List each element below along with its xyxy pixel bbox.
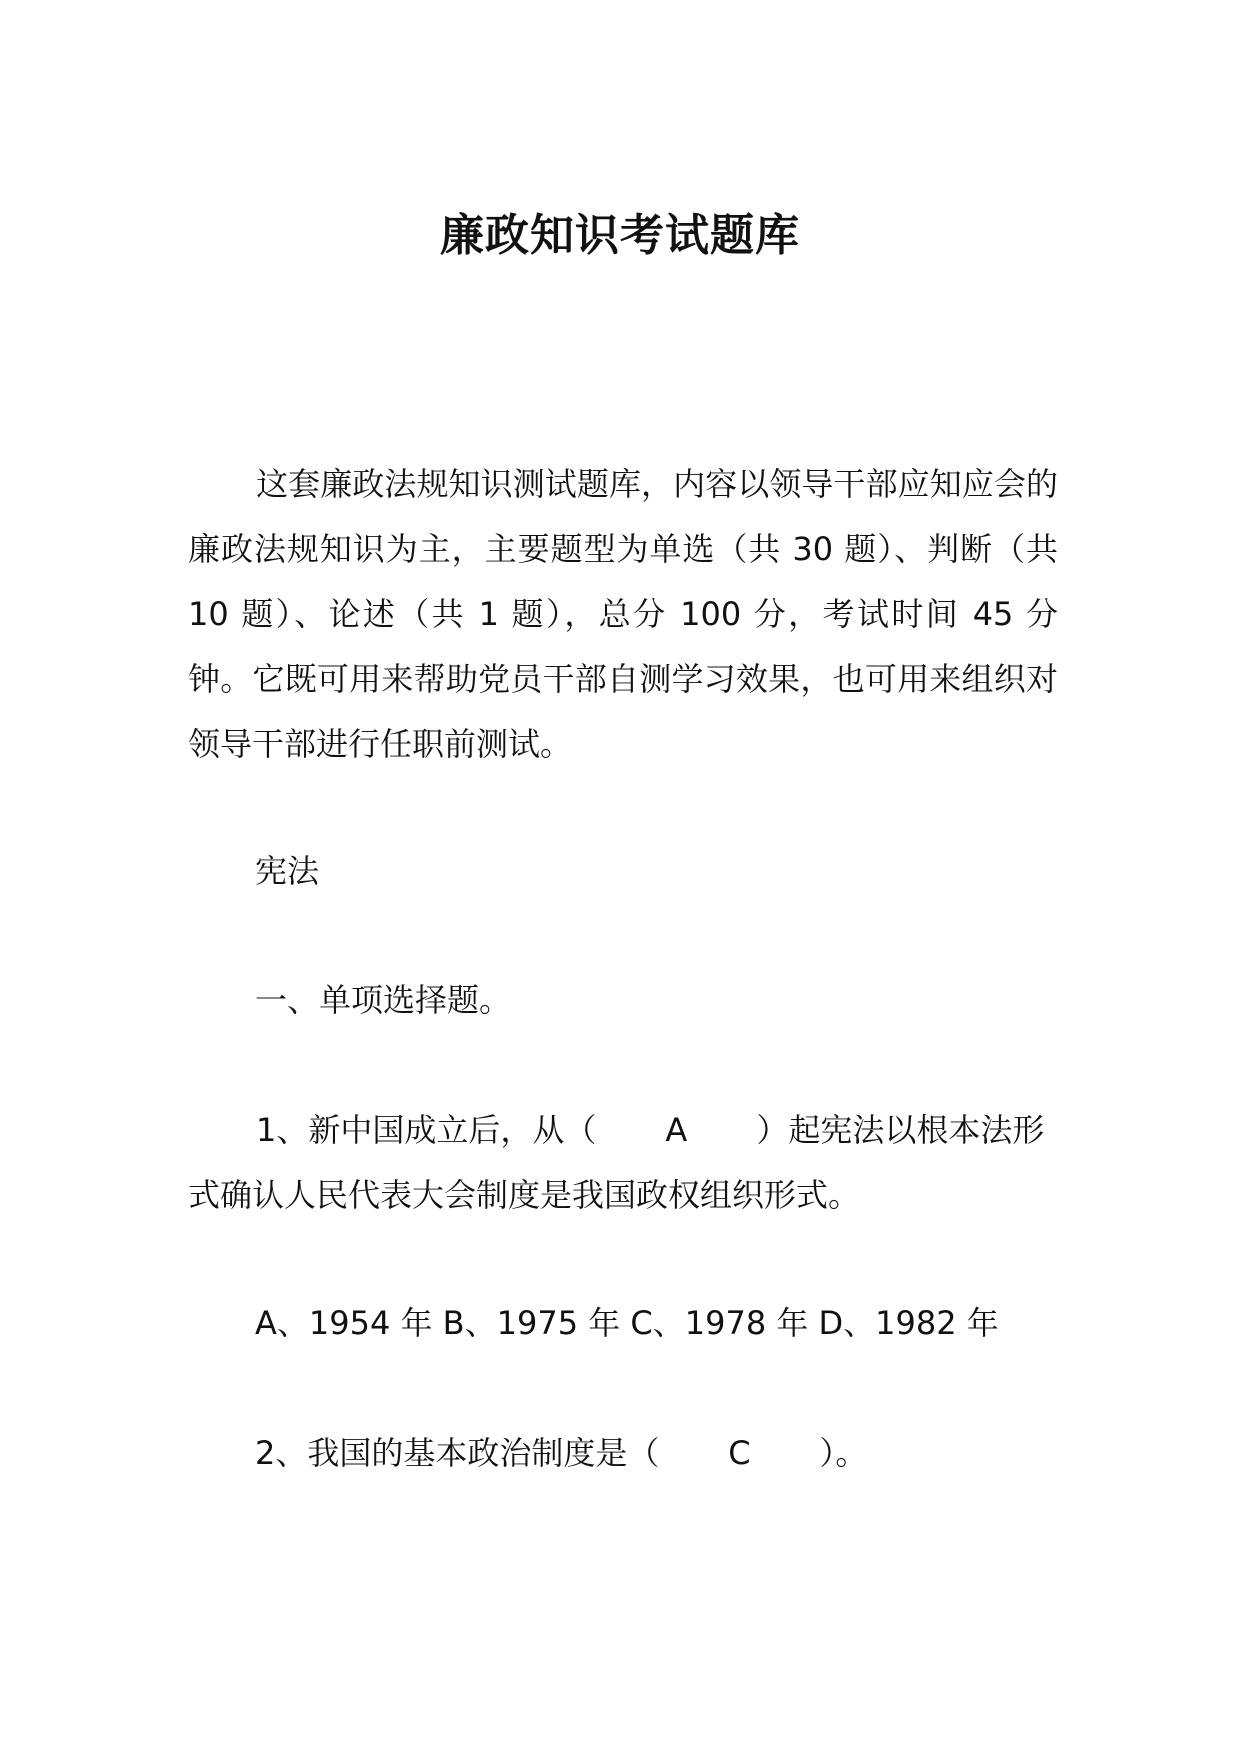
question-2-prefix: 2、我国的基本政治制度是（ — [255, 1434, 660, 1472]
question-1-answer: A — [665, 1111, 688, 1149]
intro-paragraph — [188, 452, 1058, 777]
question-1-suffix: ）起宪法以根本法形式确认人民代表大会制度是我国政权组织形式。 — [188, 1111, 1045, 1214]
document-title: 廉政知识考试题库 — [440, 210, 800, 261]
intro-text: 这套廉政法规知识测试题库，内容以领导干部应知应会的廉政法规知识为主，主要题型为单选（共 30 题）、判断（共 10 题）、论述（共 1 题），总分 100 分，考试时间 45 分钟。它既可用来帮助党员干部自测学习效果，也可用来组织对领导干部进行任职前测试。 — [188, 465, 1058, 763]
question-1 — [188, 1098, 1058, 1228]
question-2-suffix: ）。 — [819, 1434, 868, 1472]
question-type-heading: 一、单项选择题。 — [255, 981, 512, 1019]
question-2-answer: C — [728, 1434, 751, 1472]
question-2 — [255, 1421, 867, 1486]
section-title: 宪法 — [255, 852, 320, 890]
question-1-options: A、1954 年 B、1975 年 C、1978 年 D、1982 年 — [255, 1304, 999, 1342]
question-1-prefix: 1、新中国成立后，从（ — [256, 1111, 597, 1149]
